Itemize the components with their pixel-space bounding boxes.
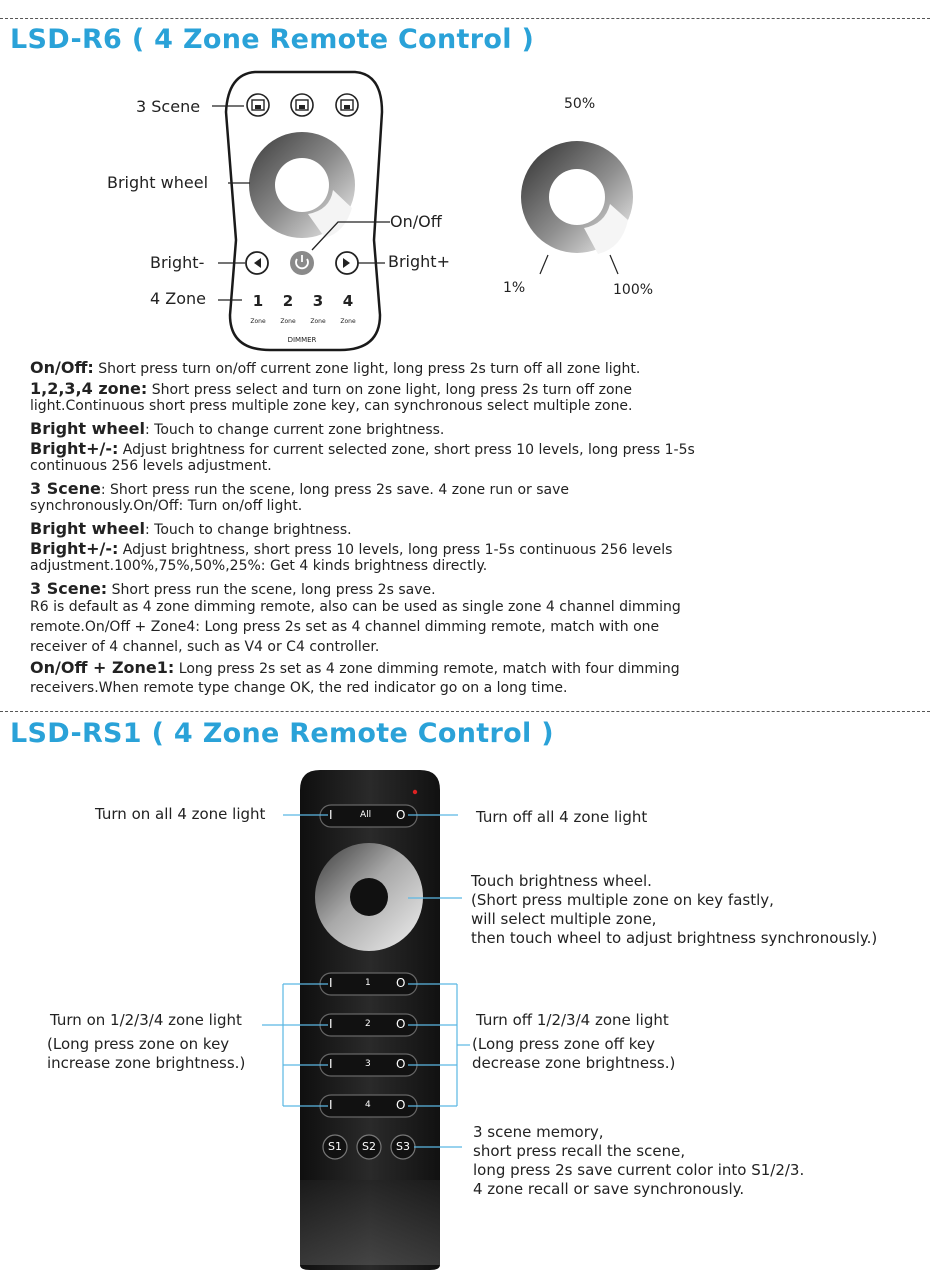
r6-zone-caption: Zone	[340, 318, 356, 325]
rs1-note-wheel: Touch brightness wheel. (Short press multiple zone on key fastly, will select multiple zone, then touch wheel to adjust brightness synchronously.)	[471, 872, 878, 947]
r6-label-zone: 4 Zone	[150, 289, 206, 308]
r6-desc-scene: 3 Scene: Short press run the scene, long press 2s save. 4 zone run or save synchronously.On/Off: Turn on/off light.	[30, 479, 570, 514]
r6-label-onoff: On/Off	[390, 212, 442, 231]
rs1-all-on-button[interactable]: I	[329, 808, 333, 822]
rs1-note-all-on: Turn on all 4 zone light	[95, 805, 266, 823]
r6-zone-2-button[interactable]: 2	[282, 292, 294, 310]
r6-zone-caption: Zone	[250, 318, 266, 325]
r6-desc-mode: R6 is default as 4 zone dimming remote, also can be used as single zone 4 channel dimming remote.On/Off + Zone4: Long press 2s set as 4 channel dimming remote, match with one receiver of 4 channel, such as V4 or C4 controller.	[30, 599, 681, 655]
r6-dimmer-caption: DIMMER	[287, 336, 317, 344]
rs1-zone-1-label: 1	[365, 978, 371, 988]
scale-label-100: 100%	[613, 282, 654, 298]
r6-desc-zone: 1,2,3,4 zone: Short press select and turn on zone light, long press 2s turn off zone light.Continuous short press multiple zone key, can synchronous select multiple zone.	[30, 379, 633, 414]
r6-desc-bright: Bright+/-: Adjust brightness for current selected zone, short press 10 levels, long press 1-5s continuous 256 levels adjustment.	[30, 439, 695, 474]
rs1-note-scene: 3 scene memory, short press recall the scene, long press 2s save current color into S1/2/3. 4 zone recall or save synchronously.	[473, 1123, 805, 1198]
rs1-zone-4-label: 4	[365, 1100, 371, 1110]
rs1-note-zone-off: (Long press zone off key decrease zone brightness.)	[472, 1035, 676, 1072]
rs1-all-label: All	[360, 810, 372, 820]
r6-desc-onoff: On/Off: Short press turn on/off current zone light, long press 2s turn off all zone light.	[30, 358, 641, 377]
r6-zone-buttons	[246, 292, 358, 332]
r6-desc-bright-2: Bright+/-: Adjust brightness, short press 10 levels, long press 1-5s continuous 256 levels adjustment.100%,75%,50%,25%: Get 4 kinds brightness directly.	[30, 539, 673, 574]
rs1-zone-2-off-button[interactable]: O	[396, 1017, 406, 1031]
r6-label-bright-minus: Bright-	[150, 253, 205, 272]
rs1-zone-1-off-button[interactable]: O	[396, 976, 406, 990]
scale-label-1: 1%	[503, 280, 526, 296]
r6-label-scene: 3 Scene	[136, 97, 201, 116]
rs1-note-zone-on-title: Turn on 1/2/3/4 zone light	[50, 1011, 242, 1029]
rs1-note-all-off: Turn off all 4 zone light	[476, 808, 648, 826]
rs1-note-zone-off-title: Turn off 1/2/3/4 zone light	[476, 1011, 669, 1029]
r6-zone-4-button[interactable]: 4	[342, 292, 354, 310]
rs1-all-off-button[interactable]: O	[396, 808, 406, 822]
rs1-zone-4-off-button[interactable]: O	[396, 1098, 406, 1112]
r6-zone-caption: Zone	[310, 318, 326, 325]
rs1-scene-2-button[interactable]: S2	[362, 1140, 376, 1153]
r6-label-wheel: Bright wheel	[107, 173, 209, 192]
scale-label-50: 50%	[564, 96, 596, 112]
rs1-note-zone-on: (Long press zone on key increase zone brightness.)	[47, 1035, 246, 1072]
r6-title: LSD-R6 ( 4 Zone Remote Control )	[10, 24, 535, 55]
rs1-zone-2-on-button[interactable]: I	[329, 1017, 333, 1031]
rs1-zone-1-on-button[interactable]: I	[329, 976, 333, 990]
divider-top	[0, 18, 930, 19]
r6-desc-zone1: On/Off + Zone1: Long press 2s set as 4 zone dimming remote, match with four dimming receivers.When remote type change OK, the red indicator go on a long time.	[30, 658, 680, 696]
r6-zone-1-button[interactable]: 1	[252, 292, 264, 310]
rs1-zone-3-on-button[interactable]: I	[329, 1057, 333, 1071]
divider-middle	[0, 711, 930, 712]
rs1-zone-3-off-button[interactable]: O	[396, 1057, 406, 1071]
rs1-title: LSD-RS1 ( 4 Zone Remote Control )	[10, 718, 554, 749]
rs1-scene-3-button[interactable]: S3	[396, 1140, 410, 1153]
r6-scene-buttons	[247, 94, 358, 116]
rs1-zone-2-label: 2	[365, 1019, 371, 1029]
r6-desc-scene-2: 3 Scene: Short press run the scene, long press 2s save.	[30, 579, 436, 598]
rs1-scene-1-button[interactable]: S1	[328, 1140, 342, 1153]
r6-zone-caption: Zone	[280, 318, 296, 325]
r6-label-bright-plus: Bright+	[388, 252, 450, 271]
rs1-zone-3-label: 3	[365, 1059, 371, 1069]
r6-desc-wheel-2: Bright wheel: Touch to change brightness.	[30, 519, 352, 538]
r6-power-button	[290, 251, 314, 275]
rs1-indicator-led	[413, 790, 417, 794]
r6-desc-wheel: Bright wheel: Touch to change current zone brightness.	[30, 419, 445, 438]
brightness-scale-wheel	[500, 120, 660, 280]
rs1-zone-4-on-button[interactable]: I	[329, 1098, 333, 1112]
r6-zone-3-button[interactable]: 3	[312, 292, 324, 310]
